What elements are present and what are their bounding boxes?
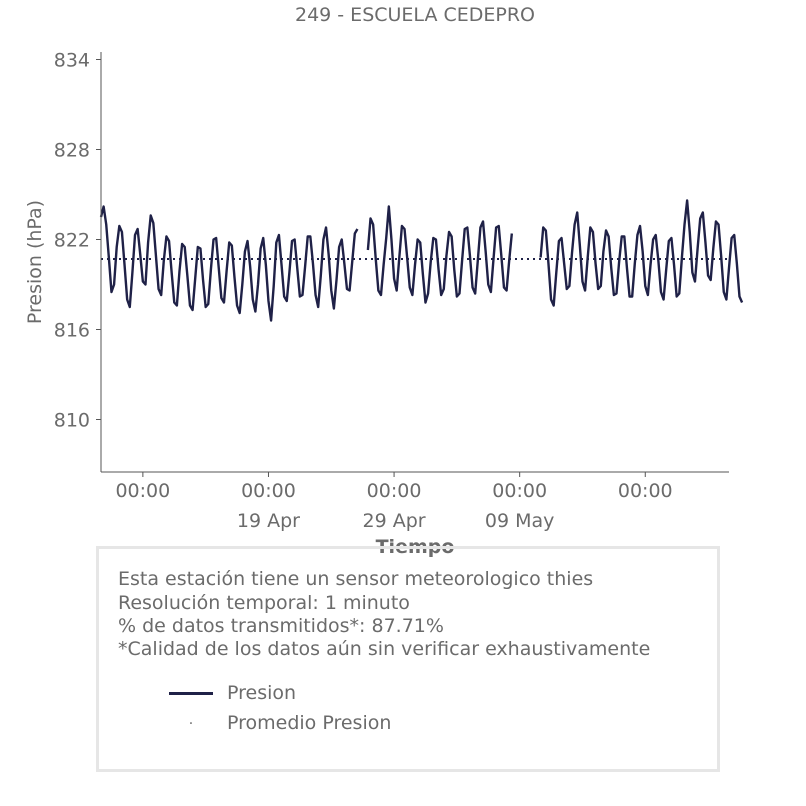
- y-tick-label: 822: [53, 229, 90, 252]
- chart-title: 249 - ESCUELA CEDEPRO: [294, 4, 536, 26]
- x-axis-ticks: [115, 472, 672, 532]
- info-line-sensor: Esta estación tiene un sensor meteorologico thies: [118, 568, 594, 590]
- legend-item-promedio: [169, 712, 391, 734]
- info-line-quality: *Calidad de los datos aún sin verificar exhaustivamente: [118, 638, 651, 660]
- series-presion-line: [101, 201, 742, 321]
- legend-item-presion: [169, 682, 296, 704]
- y-tick-label: 816: [53, 319, 90, 342]
- y-tick-label: 828: [53, 139, 90, 162]
- info-line-resolution: Resolución temporal: 1 minuto: [118, 592, 410, 614]
- x-tick-date-label: 19 Apr: [236, 510, 301, 532]
- x-tick-date-label: 09 May: [484, 510, 555, 532]
- y-tick-label: 834: [53, 49, 90, 72]
- x-tick-label: 00:00: [115, 480, 171, 502]
- x-tick-label: 00:00: [617, 480, 673, 502]
- legend-dot-swatch: ·: [188, 715, 194, 732]
- y-tick-label: 810: [53, 409, 90, 432]
- legend-label-promedio: Promedio Presion: [227, 712, 392, 734]
- legend-line-swatch: [169, 692, 213, 695]
- y-axis-label: Presion (hPa): [24, 199, 46, 325]
- x-axis-label: Tiempo: [375, 536, 455, 558]
- info-box: [96, 546, 720, 772]
- legend-label-presion: Presion: [227, 682, 297, 704]
- x-tick-label: 00:00: [366, 480, 422, 502]
- x-tick-label: 00:00: [241, 480, 296, 502]
- y-axis-ticks: [54, 50, 101, 432]
- series-group: [101, 201, 742, 321]
- x-tick-date-label: 29 Apr: [362, 510, 426, 532]
- x-tick-label: 00:00: [492, 480, 548, 502]
- info-line-transmitted: % de datos transmitidos*: 87.71%: [118, 615, 444, 637]
